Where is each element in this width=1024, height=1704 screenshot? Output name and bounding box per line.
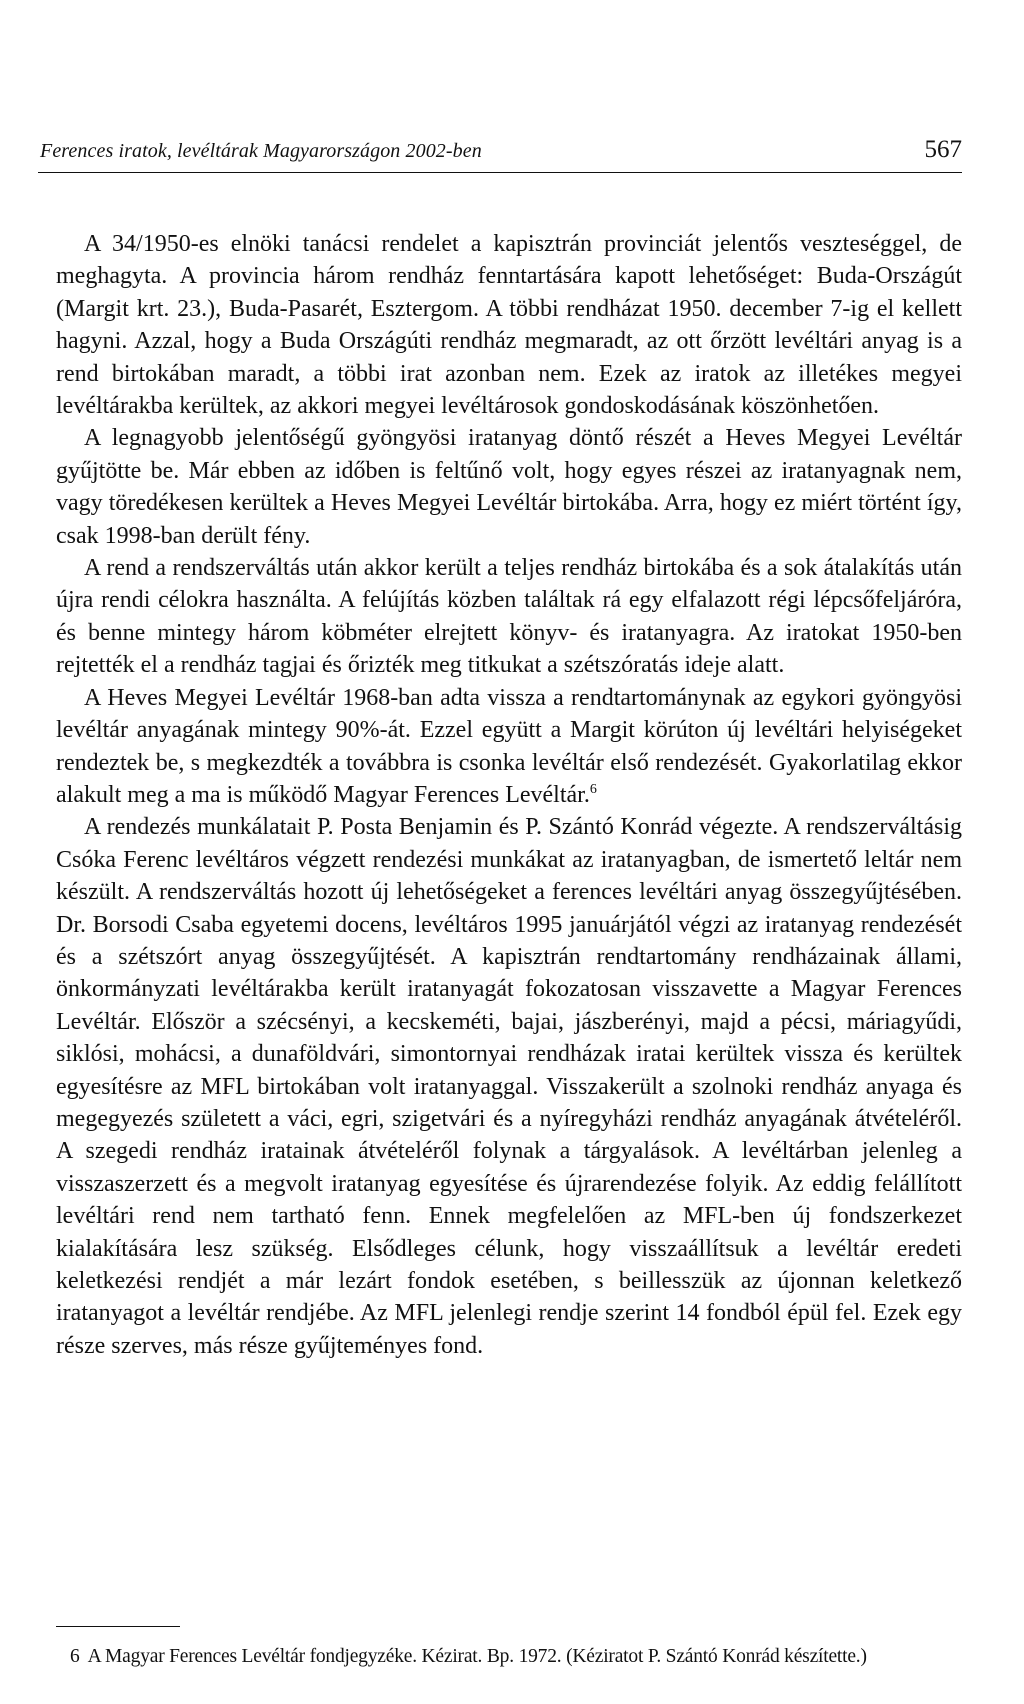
body-text <box>56 228 962 1362</box>
footnote-text: A Magyar Ferences Levéltár fondjegyzéke. Kézirat. Bp. 1972. (Kéziratot P. Szántó Konrád készítette.) <box>87 1646 867 1667</box>
paragraph: A rend a rendszerváltás után akkor került a teljes rendház birtokába és a sok átalakítás után újra rendi célokra használta. A felújítás közben találtak rá egy elfalazott régi lépcsőfeljáróra, és benne mintegy három köbméter elrejtett könyv- és iratanyagra. Az iratokat 1950-ben rejtették el a rendház tagjai és őrizték meg titkukat a szétszóratás ideje alatt. <box>56 555 962 679</box>
page-number: 567 <box>924 136 962 163</box>
header-rule <box>38 172 962 173</box>
footnote-reference[interactable]: 6 <box>589 781 597 797</box>
paragraph: A legnagyobb jelentőségű gyöngyösi iratanyag döntő részét a Heves Megyei Levéltár gyűjtötte be. Már ebben az időben is feltűnő volt, hogy egyes részei az iratanyagnak nem, vagy töredékesen kerültek a Heves Megyei Levéltár birtokába. Arra, hogy ez miért történt így, csak 1998-ban derült fény. <box>56 425 962 549</box>
paragraph-text: A Heves Megyei Levéltár 1968-ban adta vissza a rendtartománynak az egykori gyöngyösi levéltár anyagának mintegy 90%-át. Ezzel együtt a Margit körúton új levéltári helyiségeket rendeztek be, s megkezdték a továbbra is csonka levéltár első rendezését. Gyakorlatilag ekkor alakult meg a ma is működő Magyar Ferences Levéltár. <box>56 684 962 808</box>
footnote <box>70 1646 970 1668</box>
paragraph: A rendezés munkálatait P. Posta Benjamin és P. Szántó Konrád végezte. A rendszerváltásig Csóka Ferenc levéltáros végzett rendezési munkákat az iratanyagban, de ismertető leltár nem készült. A rendszerváltás hozott új lehetőségeket a ferences levéltári anyag összegyűjtésében. Dr. Borsodi Csaba egyetemi docens, levéltáros 1995 januárjától végzi az iratanyag rendezését és a szétszórt anyag összegyűjtését. A kapisztrán rendtartomány rendházainak állami, önkormányzati levéltárakba került iratanyagát fokozatosan visszavette a Magyar Ferences Levéltár. Először a szécsényi, a kecskeméti, bajai, jászberényi, majd a pécsi, máriagyűdi, siklósi, mohácsi, a dunaföldvári, simontornyai rendházak iratai kerültek vissza és kerültek egyesítésre az MFL birtokában volt iratanyaggal. Visszakerült a szolnoki rendház anyaga és megegyezés született a váci, egri, szigetvári és a nyíregyházi rendház anyagának átvételéről. A szegedi rendház iratainak átvételéről folynak a tárgyalások. A levéltárban jelenleg a visszaszerzett és a megvolt iratanyag egyesítése és újrarendezése folyik. Az eddig felállított levéltári rend nem tartható fenn. Ennek megfelelően az MFL-ben új fondszerkezet kialakítására lesz szükség. Elsődleges célunk, hogy visszaállítsuk a levéltár eredeti keletkezési rendjét a már lezárt fondok esetében, s beillesszük az újonnan keletkező iratanyagot a levéltár rendjébe. Az MFL jelenlegi rendje szerint 14 fondból épül fel. Ezek egy része szerves, más része gyűjteményes fond. <box>56 814 962 1359</box>
running-head <box>40 136 962 170</box>
footnote-number: 6 <box>70 1646 80 1667</box>
paragraph <box>56 682 962 812</box>
footnote-rule <box>56 1626 180 1627</box>
running-title: Ferences iratok, levéltárak Magyarországon 2002-ben <box>40 140 482 162</box>
paragraph: A 34/1950-es elnöki tanácsi rendelet a kapisztrán provinciát jelentős veszteséggel, de meghagyta. A provincia három rendház fenntartására kapott lehetőséget: Buda-Országút (Margit krt. 23.), Buda-Pasarét, Esztergom. A többi rendházat 1950. december 7-ig el kellett hagyni. Azzal, hogy a Buda Országúti rendház megmaradt, az ott őrzött levéltári anyag is a rend birtokában maradt, a többi irat azonban nem. Ezek az iratok az illetékes megyei levéltárakba kerültek, az akkori megyei levéltárosok gondoskodásának köszönhetően. <box>56 231 962 420</box>
